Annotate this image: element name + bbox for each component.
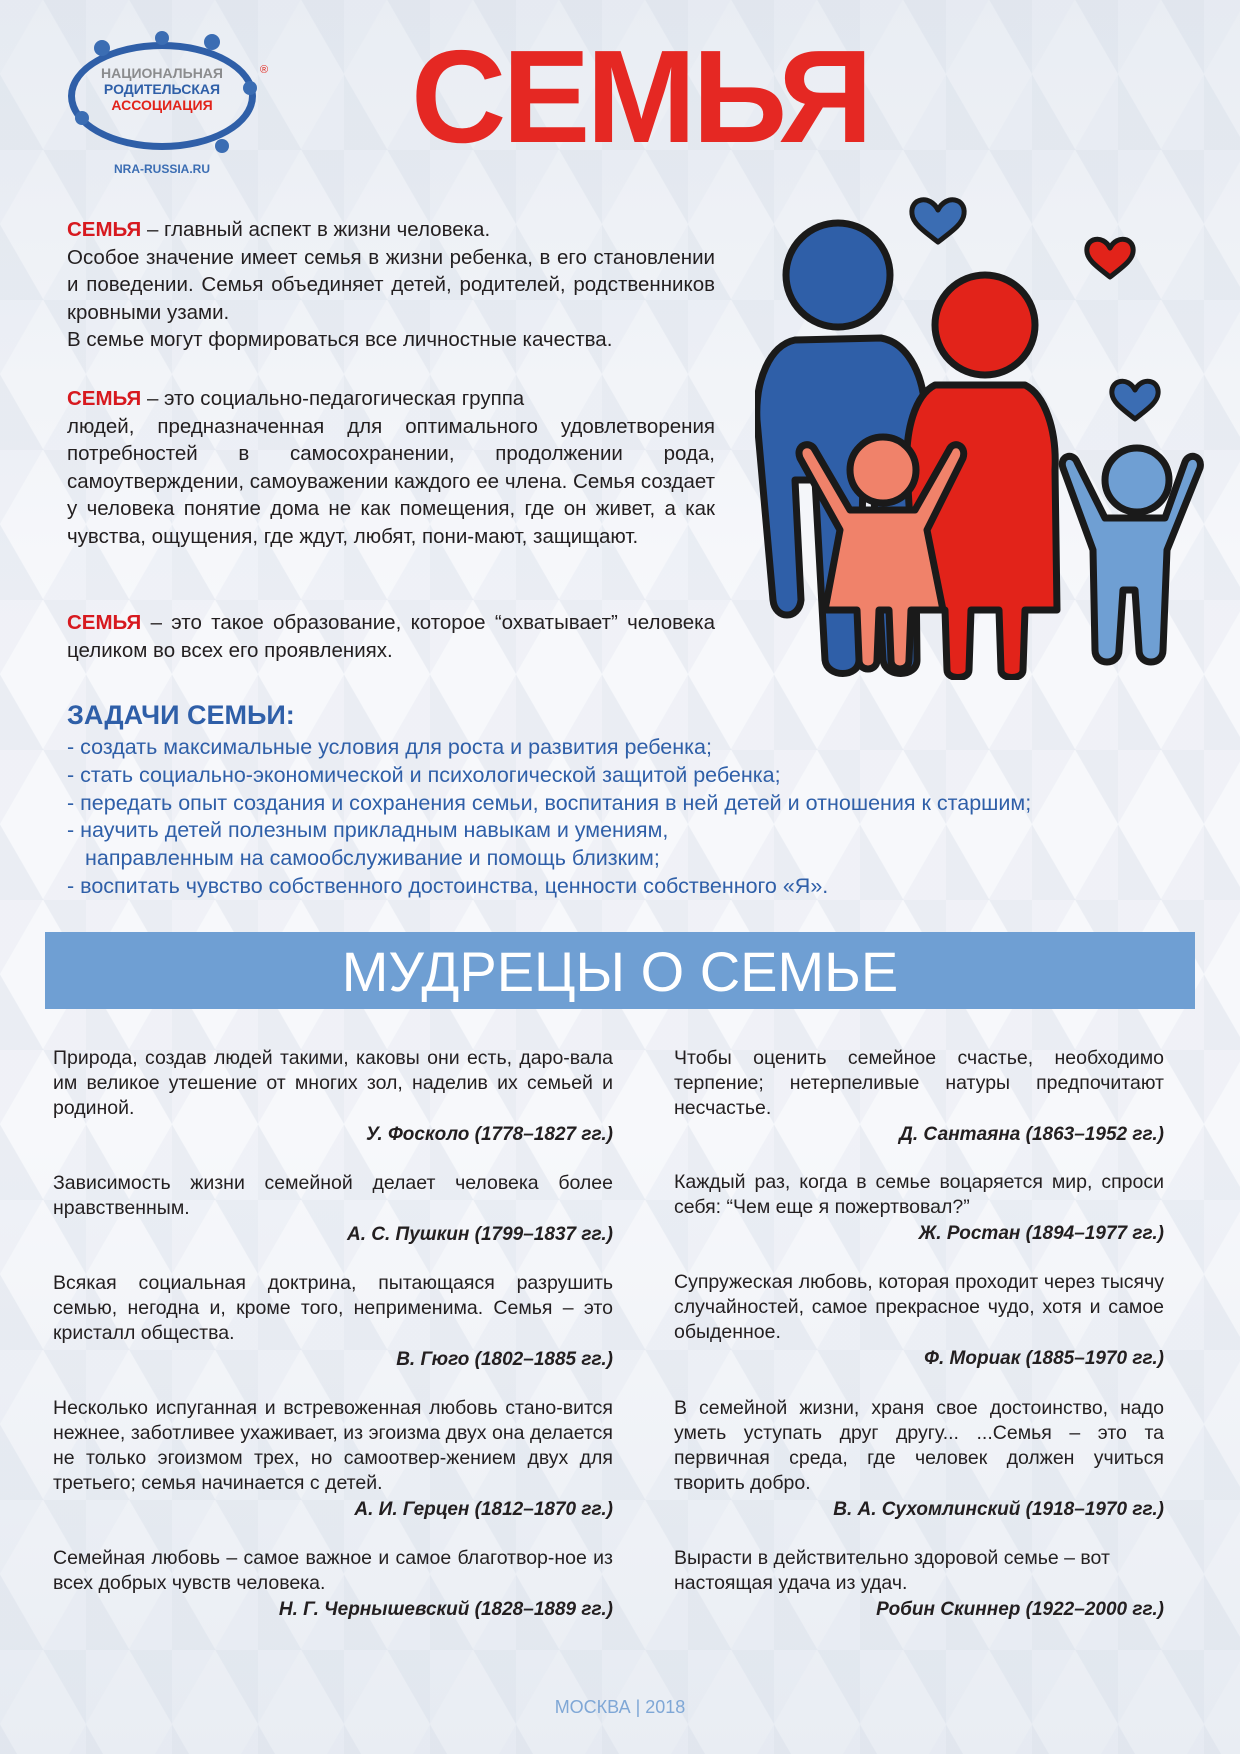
quote-author: А. С. Пушкин (1799–1837 гг.) <box>346 1224 613 1245</box>
quote-text: Семейная любовь – самое важное и самое благотвор-ное из всех добрых чувств человека. <box>53 1547 613 1594</box>
logo-line2: РОДИТЕЛЬСКАЯ <box>103 81 221 97</box>
def3-text: – это такое образование, которое “охватывает” человека целиком во всех его проявлениях. <box>67 611 715 662</box>
mother-head <box>935 275 1035 375</box>
quote-block <box>674 1396 1164 1523</box>
intro-text2: Особое значение имеет семья в жизни ребенка, в его становлении и поведении. Семья объединяет детей, родителей, родственников кровными узами. <box>67 245 715 324</box>
quote-text: Несколько испуганная и встревоженная любовь стано-вится нежнее, заботливее ухаживает, из эгоизма двух она делается не только эгоизмом трех, но самоотвер-жением двух для третьего; семья начинается с детей. <box>53 1397 613 1494</box>
quote-block <box>674 1170 1164 1247</box>
logo-site[interactable]: NRA-RUSSIA.RU <box>114 162 210 176</box>
quote-author: В. А. Сухомлинский (1918–1970 гг.) <box>833 1499 1164 1520</box>
keyword: СЕМЬЯ <box>67 387 142 410</box>
quote-author: Ж. Ростан (1894–1977 гг.) <box>918 1223 1164 1244</box>
registered-mark: ® <box>260 64 269 76</box>
intro-line1 <box>67 216 715 244</box>
father-head <box>786 223 890 327</box>
quote-block <box>53 1546 613 1623</box>
quote-author: Ф. Мориак (1885–1970 гг.) <box>924 1348 1164 1369</box>
heart-icon <box>1112 381 1158 419</box>
quote-author: В. Гюго (1802–1885 гг.) <box>396 1349 613 1370</box>
page-title: СЕМЬЯ <box>410 23 870 170</box>
quote-block <box>674 1546 1164 1623</box>
quote-author: У. Фосколо (1778–1827 гг.) <box>365 1124 613 1145</box>
quote-text: Супружеская любовь, которая проходит через тысячу случайностей, самое прекрасное чудо, хотя и самое обыденное. <box>674 1271 1164 1343</box>
quote-text: Чтобы оценить семейное счастье, необходимо терпение; нетерпеливые натуры предпочитают несчастье. <box>674 1047 1164 1119</box>
quote-block <box>53 1396 613 1523</box>
def3-line <box>67 609 715 664</box>
definition-2 <box>67 385 715 551</box>
def2-first-line <box>67 385 715 413</box>
boy-head <box>1105 448 1169 512</box>
quote-author: Робин Скиннер (1922–2000 гг.) <box>876 1599 1164 1620</box>
quote-text: Каждый раз, когда в семье воцаряется мир, спроси себя: “Чем еще я пожертвовал?” <box>674 1171 1164 1218</box>
list-item: - научить детей полезным прикладным навыкам и умениям, направленным на самообслуживание и помощь близким; <box>67 818 669 871</box>
intro-text1: – главный аспект в жизни человека. <box>141 218 491 241</box>
quote-text: Зависимость жизни семейной делает человека более нравственным. <box>53 1172 613 1219</box>
definition-3 <box>67 609 715 664</box>
family-illustration <box>755 180 1215 680</box>
logo-line1: НАЦИОНАЛЬНАЯ <box>101 65 223 81</box>
girl-head <box>850 437 916 503</box>
quote-block <box>53 1171 613 1248</box>
intro-text3: В семье могут формироваться все личностные качества. <box>67 328 613 352</box>
footer-city-year: МОСКВА | 2018 <box>554 1697 686 1717</box>
intro-block <box>67 216 715 354</box>
quote-block <box>674 1270 1164 1372</box>
def2-text-rest: людей, предназначенная для оптимального удовлетворения потребностей в самосохранении, продолжении рода, самоутверждении, самоуважении каждого ее члена. Семья создает у человека понятие дома не как помещения, где он живет, а как чувства, ощущения, где ждут, любят, пони-мают, защищают. <box>67 414 715 548</box>
quote-text: В семейной жизни, храня свое достоинство, надо уметь уступать друг другу... ...Семья – это та первичная среда, где человек должен учиться творить добро. <box>674 1397 1164 1494</box>
logo-line3: АССОЦИАЦИЯ <box>111 97 213 113</box>
keyword: СЕМЬЯ <box>67 611 142 634</box>
list-item: - создать максимальные условия для роста и развития ребенка; <box>67 735 712 759</box>
quote-text: Вырасти в действительно здоровой семье – вот настоящая удача из удач. <box>674 1547 1110 1594</box>
list-item: - стать социально-экономической и психологической защитой ребенка; <box>67 762 781 787</box>
list-item: - воспитать чувство собственного достоинства, ценности собственного «Я». <box>67 873 829 898</box>
tasks-list <box>67 734 1217 901</box>
quote-text: Всякая социальная доктрина, пытающаяся разрушить семью, негодна и, кроме того, неприменима. Семья – это кристалл общества. <box>53 1272 613 1344</box>
quote-block <box>53 1271 613 1373</box>
tasks-heading: ЗАДАЧИ СЕМЬИ: <box>67 700 295 730</box>
def2-text-first: – это социально-педагогическая группа <box>141 387 525 410</box>
quote-author: Н. Г. Чернышевский (1828–1889 гг.) <box>278 1599 613 1620</box>
quote-author: А. И. Герцен (1812–1870 гг.) <box>354 1499 613 1520</box>
keyword: СЕМЬЯ <box>67 218 142 241</box>
quote-author: Д. Сантаяна (1863–1952 гг.) <box>899 1124 1164 1145</box>
sages-banner: МУДРЕЦЫ О СЕМЬЕ <box>45 932 1195 1009</box>
heart-icon <box>912 200 964 242</box>
quote-block <box>674 1046 1164 1148</box>
association-logo <box>62 28 282 178</box>
quote-block <box>53 1046 613 1148</box>
list-item: - передать опыт создания и сохранения семьи, воспитания в ней детей и отношения к старшим; <box>67 790 1032 815</box>
heart-icon <box>1087 239 1133 277</box>
quote-text: Природа, создав людей такими, каковы они есть, даро-вала им великое утешение от многих зол, наделив их семьей и родиной. <box>53 1047 613 1119</box>
